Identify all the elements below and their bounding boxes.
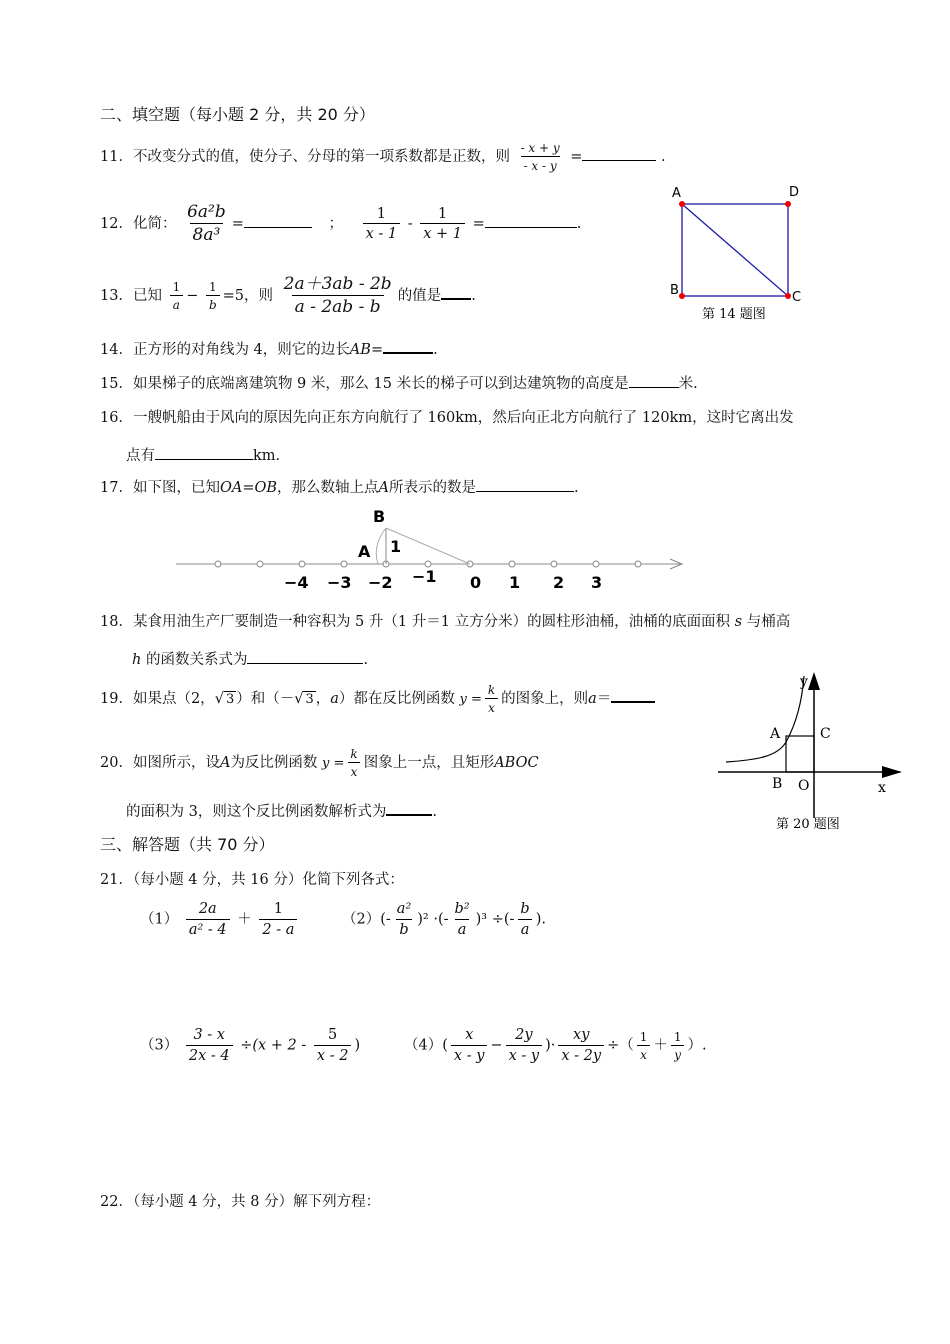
question-number: 18． [100, 614, 133, 630]
question-text: （每小题 4 分，共 16 分）化简下列各式： [132, 872, 404, 888]
equals-sign: = [370, 342, 384, 358]
answer-blank[interactable] [582, 146, 656, 161]
question-number: 22． [100, 1194, 133, 1210]
fraction: $\frac{1}{a}$ [170, 281, 184, 311]
label-c: C [792, 290, 802, 305]
answer-blank[interactable] [629, 373, 679, 388]
question-19 [100, 684, 655, 714]
fraction: $\frac{3 - x}{2x - 4}$ [186, 1028, 233, 1063]
question-text: 为反比例函数 [230, 755, 318, 771]
figure-14-square [666, 180, 816, 325]
variable: ABOC [494, 755, 539, 771]
unit-text: km. [253, 448, 281, 464]
rectangle-aboc [786, 736, 814, 772]
fraction: $\frac{1}{b}$ [206, 281, 220, 311]
plus-sign: ＋ [653, 1037, 668, 1054]
question-text: 不改变分式的值，使分子、分母的第一项系数都是正数，则 [132, 149, 510, 165]
section-title-fill-blank: 二、填空题（每小题 2 分，共 20 分） [100, 105, 375, 124]
label-1: 1 [390, 537, 402, 556]
fraction: $\frac{2y}{x - y}$ [506, 1028, 543, 1063]
vertex-dot [679, 201, 685, 207]
part-label: （2） [342, 911, 381, 928]
fraction: $\frac{2a+3ab - 2b}{a - 2ab - b}$ [283, 274, 392, 317]
label-b: B [670, 283, 679, 298]
answer-blank[interactable] [485, 213, 577, 228]
question-14 [100, 338, 438, 359]
question-20-line-2 [126, 800, 437, 821]
answer-blank[interactable] [441, 284, 471, 300]
expression-text: ）. [687, 1037, 707, 1054]
fraction: $\frac{1}{x + 1}$ [420, 207, 465, 242]
answer-blank[interactable] [244, 213, 312, 228]
y-axis-arrow-icon [808, 672, 820, 690]
question-17 [100, 476, 579, 497]
fraction: $\frac{b}{a}$ [517, 902, 532, 937]
variable: a [588, 691, 597, 707]
figure-caption: 第 20 题图 [776, 817, 840, 832]
expression-text: ( [442, 1037, 448, 1054]
fraction: $\frac{\text{b²}}{a}$ [454, 901, 470, 938]
tick-label: −1 [412, 567, 437, 586]
fraction: $\frac{k}{x}$ [485, 684, 498, 714]
question-21-part-3 [140, 1028, 360, 1063]
question-text: 的值是 [397, 288, 442, 304]
variable: a [330, 691, 339, 707]
question-text: ）都在反比例函数 [338, 691, 455, 707]
hyperbola-curve [726, 676, 804, 762]
tick-label: 2 [553, 573, 565, 592]
label-b: B [373, 507, 386, 526]
tick-label: −2 [368, 573, 393, 592]
variable: OB [254, 480, 278, 496]
question-11 [100, 142, 666, 172]
question-20-line-1 [100, 748, 539, 778]
question-text: 已知 [132, 288, 162, 304]
tick-label: 0 [470, 573, 482, 592]
expression-text: )· [545, 1037, 556, 1054]
label-o: O [798, 778, 810, 794]
fraction: $\frac{1}{2 - a}$ [259, 902, 297, 937]
plus-sign: ＋ [237, 911, 252, 928]
expression-text: ÷（ [607, 1037, 634, 1054]
period: . [363, 652, 369, 668]
question-12 [100, 204, 581, 244]
question-22 [100, 1190, 380, 1211]
equals-sign: = [242, 480, 255, 496]
question-number: 14． [100, 342, 133, 358]
question-number: 11． [100, 149, 133, 165]
tick-label: 1 [509, 573, 521, 592]
question-text: =5，则 [222, 288, 274, 304]
question-text: 与桶高 [746, 614, 791, 630]
fraction: $\frac{k}{x}$ [347, 748, 360, 778]
radicand: 3 [225, 692, 235, 707]
unit-text: 米. [678, 376, 698, 392]
figure-20-hyperbola [712, 668, 912, 836]
arc-line [376, 528, 386, 564]
variable: A [378, 480, 389, 496]
question-text: ＝ [596, 691, 612, 707]
question-18-line-2 [132, 648, 368, 669]
answer-blank[interactable] [247, 649, 363, 664]
figure-caption: 第 14 题图 [702, 307, 766, 322]
question-13 [100, 276, 476, 316]
vertex-dot [785, 201, 791, 207]
variable: h [132, 652, 142, 668]
question-text: ，那么数轴上点 [277, 480, 379, 496]
label-a: A [358, 542, 371, 561]
question-text: 的函数关系式为 [145, 652, 248, 668]
fraction: $\frac{x}{x - y}$ [451, 1028, 488, 1063]
period: . [432, 804, 437, 820]
question-text: 一艘帆船由于风向的原因先向正东方向航行了 160km，然后向正北方向航行了 120km，这时它离出发 [132, 410, 794, 426]
question-number: 15． [100, 376, 133, 392]
answer-blank[interactable] [611, 687, 655, 703]
fraction: $\frac{2a}{\text{a² - 4}}$ [186, 902, 230, 937]
question-21-part-4 [404, 1028, 707, 1063]
question-16-line-1 [100, 406, 794, 427]
fraction: $\frac{1}{x}$ [637, 1031, 651, 1061]
question-text: 的图象上，则 [501, 691, 589, 707]
fraction: $\frac{1}{x - 1}$ [363, 207, 401, 242]
question-text: ）和（－ [236, 691, 295, 707]
answer-blank[interactable] [383, 338, 433, 354]
question-text: 的面积为 3，则这个反比例函数解析式为 [126, 804, 387, 820]
period: . [661, 149, 666, 165]
variable: A [219, 755, 231, 771]
vertex-dot [785, 293, 791, 299]
question-21-part-1 [140, 902, 300, 937]
expression-text: )² ·(- [417, 911, 449, 928]
function-lhs: y = [322, 756, 345, 771]
variable: OA [219, 480, 243, 496]
vertex-dot [679, 293, 685, 299]
label-a: A [770, 726, 781, 742]
variable: AB [349, 342, 371, 358]
question-number: 17． [100, 480, 133, 496]
question-number: 13． [100, 288, 133, 304]
part-label: （4） [404, 1037, 443, 1054]
question-text: 化简： [132, 216, 177, 232]
answer-blank[interactable] [155, 445, 253, 460]
fraction: $\frac{1}{y}$ [671, 1031, 685, 1061]
fraction: $\frac{- x + y}{- x - y}$ [520, 141, 560, 173]
question-text: （每小题 4 分，共 8 分）解下列方程： [132, 1194, 381, 1210]
question-number: 12． [100, 216, 133, 232]
period: . [471, 288, 476, 304]
sqrt-icon: √ [214, 691, 224, 707]
period: . [433, 342, 438, 358]
equals-sign: = [570, 149, 583, 165]
fraction: $\frac{\text{6a²b}}{\text{8a³}}$ [187, 202, 226, 245]
label-d: D [789, 185, 800, 200]
question-text: 如图所示，设 [132, 755, 220, 771]
equals-sign: = [231, 216, 244, 232]
number-line-figure [170, 502, 690, 594]
question-text: 正方形的对角线为 4，则它的边长 [132, 342, 350, 358]
question-text: 如果点（2， [132, 691, 215, 707]
expression-text: )³ ÷(- [475, 911, 515, 928]
question-text: ， [315, 691, 331, 707]
function-lhs: y = [459, 692, 482, 707]
question-text: 点有 [126, 448, 155, 464]
period: . [574, 480, 579, 496]
expression-text: (- [380, 911, 391, 928]
question-number: 19． [100, 691, 133, 707]
sqrt-icon: √ [294, 691, 304, 707]
minus-sign: - [407, 216, 413, 232]
question-21-part-2 [342, 902, 546, 937]
part-label: （3） [140, 1037, 179, 1054]
question-text: 图象上一点，且矩形 [363, 755, 495, 771]
equals-sign: = [472, 216, 485, 232]
fraction: $\frac{5}{x - 2}$ [314, 1028, 352, 1063]
separator: ； [328, 216, 343, 232]
diagonal-line [682, 204, 788, 296]
question-number: 21． [100, 872, 133, 888]
label-b: B [772, 776, 783, 792]
expression-text: ) [354, 1037, 361, 1054]
question-15 [100, 372, 698, 393]
answer-blank[interactable] [386, 800, 432, 816]
question-16-line-2 [126, 444, 280, 465]
fraction: $\frac{\text{a²}}{b}$ [396, 901, 412, 938]
question-text: 某食用油生产厂要制造一种容积为 5 升（1 升＝1 立方分米）的圆柱形油桶，油桶的底面面积 [132, 614, 731, 630]
expression-text: ). [535, 911, 546, 928]
question-21 [100, 868, 404, 889]
tick-label: 3 [591, 573, 603, 592]
question-number: 16． [100, 410, 133, 426]
question-text: 如果梯子的底端离建筑物 9 米，那么 15 米长的梯子可以到达建筑物的高度是 [132, 376, 629, 392]
label-c: C [820, 726, 831, 742]
question-text: 如下图，已知 [132, 480, 220, 496]
label-y: y [800, 674, 808, 690]
radicand: 3 [305, 692, 314, 707]
tick-label: −4 [284, 573, 309, 592]
label-a: A [672, 186, 681, 201]
x-axis-arrow-icon [882, 766, 902, 778]
variable: s [734, 614, 743, 630]
minus-sign: − [490, 1037, 503, 1054]
tick-label: −3 [327, 573, 352, 592]
question-number: 20． [100, 755, 133, 771]
minus-sign: − [186, 288, 199, 304]
part-label: （1） [140, 911, 179, 928]
section-title-solutions: 三、解答题（共 70 分） [100, 835, 275, 854]
expression-text: ÷(x + 2 - [240, 1037, 307, 1054]
label-x: x [878, 780, 886, 796]
answer-blank[interactable] [476, 477, 574, 492]
fraction: $\frac{xy}{x - 2y}$ [558, 1028, 604, 1063]
question-18-line-1 [100, 610, 790, 631]
question-text: 所表示的数是 [389, 480, 476, 496]
period: . [576, 216, 582, 232]
